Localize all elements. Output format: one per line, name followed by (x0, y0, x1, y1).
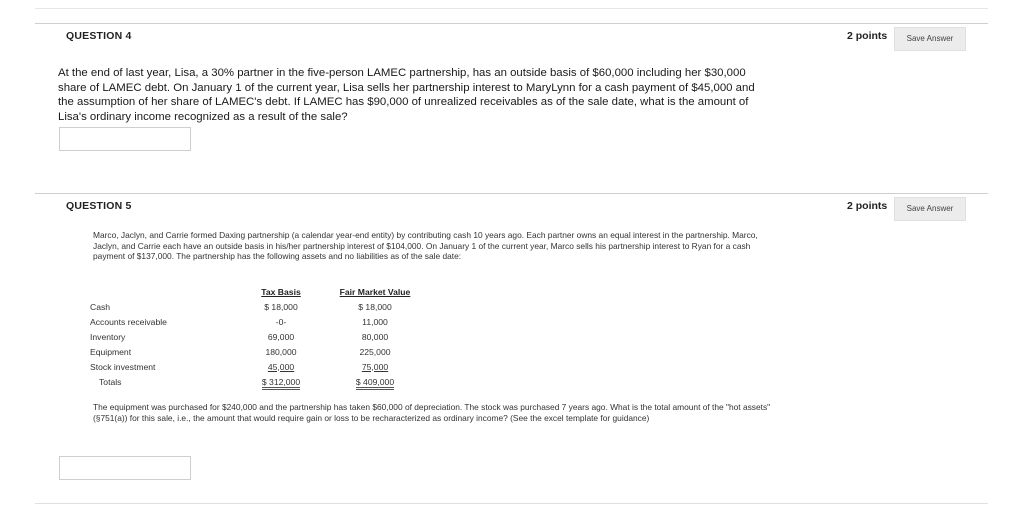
row-label: Cash (90, 301, 111, 312)
row-fmv: $ 18,000 (358, 301, 392, 312)
table-header-fair-market-value: Fair Market Value (339, 286, 411, 297)
question-5-followup: The equipment was purchased for $240,000 and the partnership has taken $60,000 of depreciation. The stock was purchased 7 years ago. What is the total amount of the "hot assets" (§751(a)) for this sale, i.e., the amount that would require gain or loss to be recharacterized as ordinary income? (See the excel template for guidance) (93, 402, 771, 423)
table-header-row (90, 284, 422, 299)
row-tax-basis: $ 18,000 (264, 301, 298, 312)
table-row (90, 314, 422, 329)
question-5-answer-field[interactable] (59, 456, 191, 480)
totals-tax-basis: $ 312,000 (262, 377, 300, 390)
question-4-title: QUESTION 4 (66, 30, 132, 42)
question-5-header (35, 194, 988, 224)
row-tax-basis: 45,000 (267, 361, 295, 372)
row-tax-basis: 69,000 (267, 331, 295, 342)
question-5-block (35, 193, 988, 504)
question-4-block (35, 23, 988, 194)
row-fmv: 80,000 (361, 331, 389, 342)
row-label: Accounts receivable (90, 316, 167, 327)
row-tax-basis: -0- (275, 316, 287, 327)
table-row (90, 344, 422, 359)
table-row (90, 329, 422, 344)
question-4-save-answer-button[interactable]: Save Answer (894, 27, 966, 51)
row-label: Inventory (90, 331, 126, 342)
table-row (90, 299, 422, 314)
top-divider (35, 0, 988, 9)
row-fmv: 75,000 (361, 361, 389, 372)
question-4-answer-field[interactable] (59, 127, 191, 151)
question-5-points: 2 points (847, 200, 888, 212)
row-label: Equipment (90, 346, 132, 357)
row-fmv: 11,000 (362, 316, 388, 327)
question-5-title: QUESTION 5 (66, 200, 132, 212)
question-4-text: At the end of last year, Lisa, a 30% partner in the five-person LAMEC partnership, has an outside basis of $60,000 including her $30,000 share of LAMEC debt. On January 1 of the current year, Lisa sells her partnership interest to MaryLynn for a cash payment of $45,000 and the assumption of her share of LAMEC's debt. If LAMEC has $90,000 of unrealized receivables as of the sale date, what is the amount of Lisa's ordinary income recognized as a result of the sale? (58, 67, 755, 123)
question-5-intro: Marco, Jaclyn, and Carrie formed Daxing partnership (a calendar year-end entity) by contributing cash 10 years ago. Each partner owns an equal interest in the partnership. Marco, Jaclyn, and Carrie each have an outside basis in his/her partnership interest of $104,000. On January 1 of the current year, Marco sells his partnership interest to Ryan for a cash payment of $137,000. The partnership has the following assets and no liabilities as of the sale date: (93, 230, 758, 262)
question-5-save-answer-button[interactable]: Save Answer (894, 197, 966, 221)
totals-label: Totals (99, 376, 122, 387)
assets-table (90, 284, 422, 389)
table-totals-row (90, 374, 422, 389)
table-row (90, 359, 422, 374)
row-tax-basis: 180,000 (265, 346, 297, 357)
table-header-tax-basis: Tax Basis (261, 286, 301, 297)
question-4-header (35, 24, 988, 54)
table-header-blank (90, 284, 234, 299)
row-label: Stock investment (90, 361, 156, 372)
row-fmv: 225,000 (359, 346, 391, 357)
question-4-points: 2 points (847, 30, 888, 42)
bottom-divider (35, 503, 988, 504)
totals-fmv: $ 409,000 (356, 377, 394, 390)
